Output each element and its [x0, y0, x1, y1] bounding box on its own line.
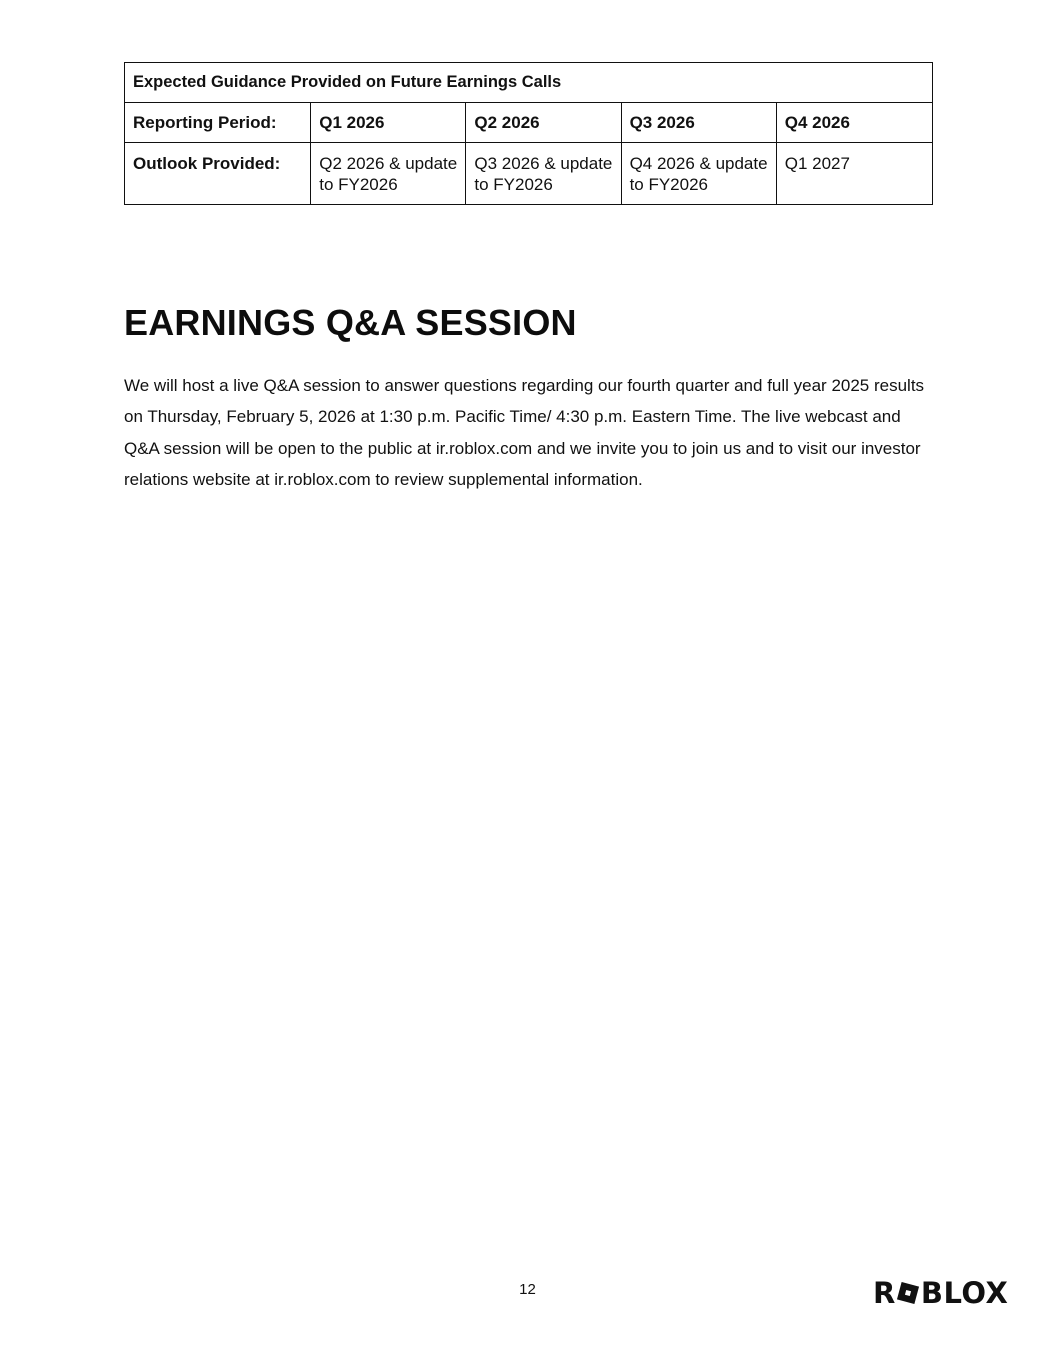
table-cell-outlook: Q1 2027 — [776, 143, 932, 205]
logo-letters-blox: BLOX — [920, 1276, 1009, 1310]
table-cell-period: Q1 2026 — [311, 103, 466, 143]
table-row-outlook — [125, 143, 933, 205]
table-cell-outlook: Q2 2026 & update to FY2026 — [311, 143, 466, 205]
logo-letter-r: R — [873, 1276, 896, 1310]
table-title-row — [125, 63, 933, 103]
section-paragraph: We will host a live Q&A session to answer questions regarding our fourth quarter and full year 2025 results on Thursday, February 5, 2026 at 1:30 p.m. Pacific Time/ 4:30 p.m. Eastern Time. The live webcast and Q&A session will be open to the public at ir.roblox.com and we invite you to join us and to visit our investor relations website at ir.roblox.com to review supplemental information. — [124, 376, 925, 489]
table-cell-outlook: Q3 2026 & update to FY2026 — [466, 143, 621, 205]
outlook-provided-label: Outlook Provided: — [125, 143, 311, 205]
table-cell-outlook: Q4 2026 & update to FY2026 — [621, 143, 776, 205]
table-title: Expected Guidance Provided on Future Earnings Calls — [125, 63, 933, 103]
table-row-reporting-period — [125, 103, 933, 143]
table-cell-period: Q4 2026 — [776, 103, 932, 143]
table-cell-period: Q3 2026 — [621, 103, 776, 143]
guidance-table — [124, 62, 933, 205]
roblox-logo — [873, 1278, 1008, 1308]
table-cell-period: Q2 2026 — [466, 103, 621, 143]
page-number: 12 — [519, 1281, 536, 1298]
section-heading: EARNINGS Q&A SESSION — [124, 302, 577, 343]
roblox-tilted-square-icon — [897, 1282, 919, 1304]
reporting-period-label: Reporting Period: — [125, 103, 311, 143]
